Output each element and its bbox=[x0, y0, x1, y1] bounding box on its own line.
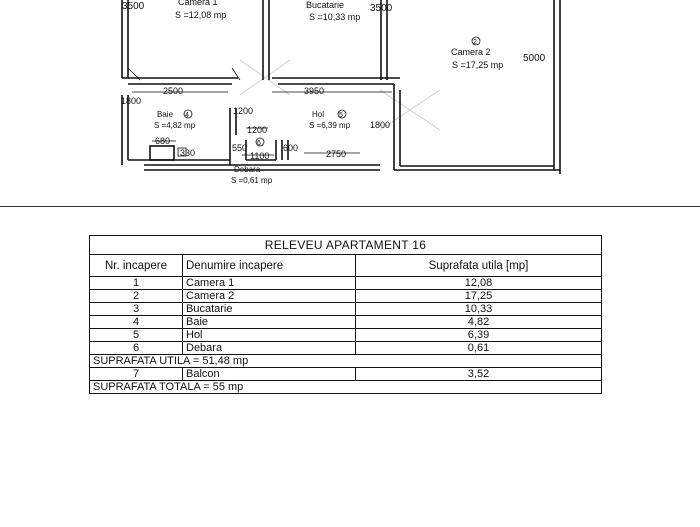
row-name: Bucatarie bbox=[183, 303, 356, 316]
dim-600: 600 bbox=[283, 143, 299, 153]
row-name: Balcon bbox=[183, 368, 356, 381]
dim-2500: 2500 bbox=[163, 86, 184, 96]
table-row bbox=[90, 277, 602, 290]
dim-1800-left: 1800 bbox=[121, 96, 142, 106]
room-number-6: 6 bbox=[257, 140, 261, 147]
suprafata-totala-total: SUPRAFATA TOTALA = 55 mp bbox=[90, 381, 602, 394]
row-nr: 1 bbox=[90, 277, 183, 290]
dim-3500-right: 3500 bbox=[370, 3, 393, 14]
room-number-2: 2 bbox=[473, 39, 477, 46]
row-nr: 2 bbox=[90, 290, 183, 303]
row-nr: 7 bbox=[90, 368, 183, 381]
row-name: Camera 2 bbox=[183, 290, 356, 303]
row-area: 12,08 bbox=[356, 277, 602, 290]
room-area-debara: S =0,61 mp bbox=[231, 176, 273, 185]
dim-550: 550 bbox=[232, 143, 248, 153]
row-name: Debara bbox=[183, 342, 356, 355]
dim-5000: 5000 bbox=[523, 53, 546, 64]
dim-1800-right: 1800 bbox=[370, 120, 391, 130]
room-area-bucatarie: S =10,33 mp bbox=[309, 12, 361, 22]
floor-plan bbox=[0, 0, 700, 200]
row-area: 6,39 bbox=[356, 329, 602, 342]
room-area-camera-1: S =12,08 mp bbox=[175, 10, 227, 20]
dim-1200-b: 1200 bbox=[247, 125, 268, 135]
row-nr: 5 bbox=[90, 329, 183, 342]
dim-3950: 3950 bbox=[304, 86, 325, 96]
suprafata-utila-total: SUPRAFATA UTILA = 51,48 mp bbox=[90, 355, 602, 368]
row-area: 17,25 bbox=[356, 290, 602, 303]
dim-1200-a: 1200 bbox=[233, 106, 254, 116]
table-header-row bbox=[90, 255, 602, 277]
row-area: 10,33 bbox=[356, 303, 602, 316]
row-area: 0,61 bbox=[356, 342, 602, 355]
row-area: 4,82 bbox=[356, 316, 602, 329]
room-area-baie: S =4,82 mp bbox=[154, 121, 196, 130]
room-number-4: 4 bbox=[185, 112, 189, 119]
row-nr: 3 bbox=[90, 303, 183, 316]
dim-3500-left: 3500 bbox=[122, 1, 145, 12]
header-suprafata-utila: Suprafata utila [mp] bbox=[356, 255, 602, 277]
dim-2750: 2750 bbox=[326, 149, 347, 159]
row-name: Camera 1 bbox=[183, 277, 356, 290]
dim-680: 680 bbox=[155, 136, 171, 146]
suprafata-totala-row bbox=[90, 381, 602, 394]
table-title-row bbox=[90, 236, 602, 255]
room-area-camera-2: S =17,25 mp bbox=[452, 60, 504, 70]
suprafata-utila-row bbox=[90, 355, 602, 368]
room-label-camera-1: Camera 1 bbox=[178, 0, 218, 7]
table-row bbox=[90, 329, 602, 342]
room-label-bucatarie: Bucatarie bbox=[306, 0, 345, 10]
table-row bbox=[90, 342, 602, 355]
room-area-hol: S =6,39 mp bbox=[309, 121, 351, 130]
dim-1100: 1100 bbox=[250, 151, 270, 161]
row-name: Baie bbox=[183, 316, 356, 329]
room-number-5: 5 bbox=[339, 112, 343, 119]
header-denumire-incapere: Denumire incapere bbox=[183, 255, 356, 277]
table-title: RELEVEU APARTAMENT 16 bbox=[90, 236, 602, 255]
table-row bbox=[90, 290, 602, 303]
table-row bbox=[90, 303, 602, 316]
releveu-table bbox=[89, 235, 602, 394]
table-row-balcon bbox=[90, 368, 602, 381]
row-nr: 6 bbox=[90, 342, 183, 355]
room-label-camera-2: Camera 2 bbox=[451, 47, 491, 57]
page-separator-line bbox=[0, 206, 700, 207]
dim-330: 330 bbox=[180, 148, 196, 158]
room-label-debara: Debara bbox=[234, 165, 261, 174]
header-nr-incapere: Nr. incapere bbox=[90, 255, 183, 277]
table-row bbox=[90, 316, 602, 329]
room-label-hol: Hol bbox=[312, 110, 325, 119]
row-area: 3,52 bbox=[356, 368, 602, 381]
construction-lines bbox=[240, 60, 440, 130]
row-name: Hol bbox=[183, 329, 356, 342]
row-nr: 4 bbox=[90, 316, 183, 329]
room-label-baie: Baie bbox=[157, 110, 174, 119]
